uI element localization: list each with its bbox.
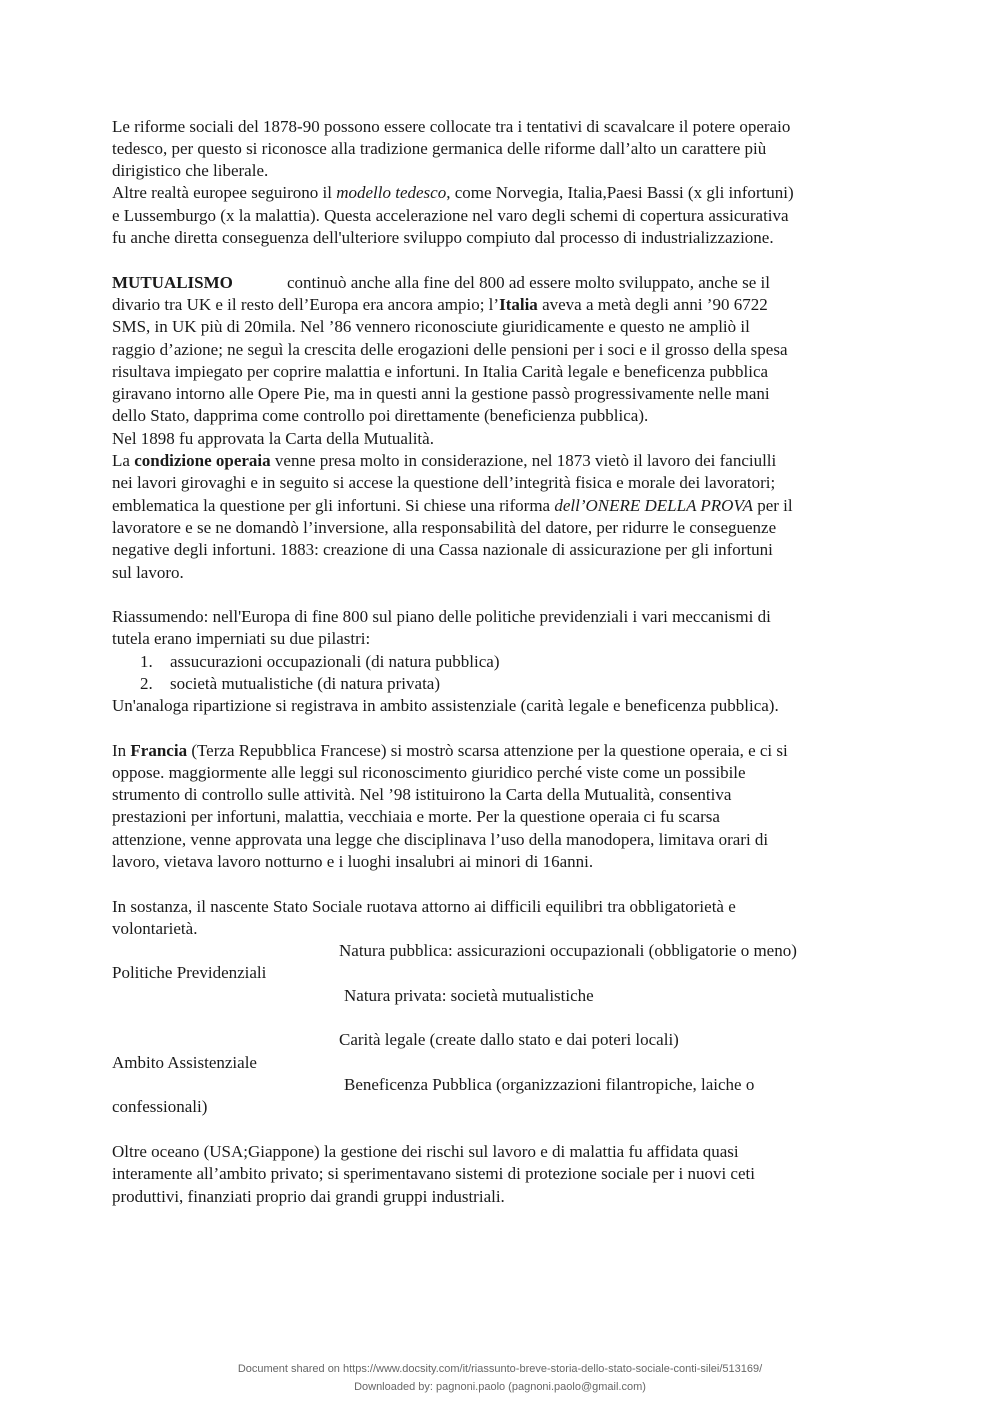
schema-ass-public: Beneficenza Pubblica (organizzazioni filantropiche, laiche o (344, 1075, 755, 1094)
schema-prev-private: Natura privata: società mutualistiche (344, 986, 594, 1005)
text-line: prestazioni per infortuni, malattia, vecchiaia e morte. Per la questione operaia ci fu scarsa (112, 807, 720, 826)
text-line: nei lavori girovaghi e in seguito si accese la questione dell’integrità fisica e morale dei lavoratori; (112, 473, 776, 492)
footer-downloaded-by: Downloaded by: pagnoni.paolo (pagnoni.paolo@gmail.com) (354, 1381, 646, 1393)
text-run: Altre realtà europee seguirono il (112, 183, 337, 202)
text-line: giravano intorno alle Opere Pie, ma in questi anni la gestione passò progressivamente nelle mani (112, 384, 770, 403)
text-line: fu anche diretta conseguenza dell'ulteriore sviluppo compiuto dal processo di industrializzazione. (112, 228, 774, 247)
text-line (112, 740, 788, 762)
text-run: , come Norvegia, Italia,Paesi Bassi (x gli infortuni) (446, 183, 794, 202)
text-line: Le riforme sociali del 1878-90 possono essere collocate tra i tentativi di scavalcare il potere operaio (112, 117, 791, 136)
text-line: Oltre oceano (USA;Giappone) la gestione dei rischi sul lavoro e di malattia fu affidata quasi (112, 1142, 739, 1161)
text-run: In (112, 741, 131, 760)
text-run: La (112, 451, 135, 470)
text-line: volontarietà. (112, 919, 198, 938)
list-number: 1. (140, 652, 153, 671)
text-run: venne presa molto in considerazione, nel 1873 vietò il lavoro dei fanciulli (270, 451, 777, 470)
text-line: raggio d’azione; ne seguì la crescita delle erogazioni delle pensioni per i soci e il grosso della spesa (112, 340, 788, 359)
text-line: Nel 1898 fu approvata la Carta della Mutualità. (112, 429, 434, 448)
text-line: Un'analoga ripartizione si registrava in ambito assistenziale (carità legale e beneficenza pubblica). (112, 696, 779, 715)
text-line (112, 182, 794, 204)
italic-run: dell’ONERE DELLA PROVA (554, 496, 753, 515)
text-line: attenzione, venne approvata una legge che disciplinava l’uso della manodopera, limitava orari di (112, 830, 769, 849)
list-item (140, 651, 499, 673)
text-line: produttivi, finanziati proprio dai grandi gruppi industriali. (112, 1187, 505, 1206)
heading-text: MUTUALISMO (112, 273, 233, 292)
text-run: (Terza Repubblica Francese) si mostrò scarsa attenzione per la questione operaia, e ci si (187, 741, 788, 760)
text-line (112, 450, 776, 472)
section-heading-mutualismo (112, 272, 233, 294)
text-line: SMS, in UK più di 20mila. Nel ’86 vennero riconosciute giuridicamente e questo ne ampliò il (112, 317, 750, 336)
text-line (112, 294, 768, 316)
text-line: continuò anche alla fine del 800 ad essere molto sviluppato, anche se il (287, 273, 770, 292)
bold-run: Francia (130, 741, 188, 760)
schema-ass-label: Ambito Assistenziale (112, 1053, 257, 1072)
italic-run: modello tedesco (336, 183, 447, 202)
text-line: e Lussemburgo (x la malattia). Questa accelerazione nel varo degli schemi di copertura assicurativa (112, 206, 789, 225)
schema-ass-public-cont: confessionali) (112, 1097, 208, 1116)
text-line: interamente all’ambito privato; si sperimentavano sistemi di protezione sociale per i nuovi ceti (112, 1164, 755, 1183)
text-line: sul lavoro. (112, 563, 184, 582)
list-item (140, 673, 440, 695)
text-line: lavoratore e se ne domandò l’inversione, alla responsabilità del datore, per ridurre le conseguenze (112, 518, 777, 537)
text-line: strumento di controllo sulle attività. Nel ’98 istituirono la Carta della Mutualità, consentiva (112, 785, 732, 804)
schema-prev-label: Politiche Previdenziali (112, 963, 267, 982)
text-run: divario tra UK e il resto dell’Europa era ancora ampio; l’ (112, 295, 500, 314)
list-number: 2. (140, 674, 153, 693)
list-item-text: società mutualistiche (di natura privata) (170, 674, 441, 693)
bold-run: condizione operaia (134, 451, 271, 470)
text-line: dirigistico che liberale. (112, 161, 269, 180)
text-run: emblematica la questione per gli infortuni. Si chiese una riforma (112, 496, 555, 515)
text-line: risultava impiegato per coprire malattia e infortuni. In Italia Carità legale e beneficenza pubblica (112, 362, 769, 381)
text-line: tedesco, per questo si riconosce alla tradizione germanica delle riforme dall’alto un carattere più (112, 139, 767, 158)
text-line: dello Stato, dapprima come controllo poi direttamente (beneficienza pubblica). (112, 406, 649, 425)
text-line (112, 495, 793, 517)
text-line: negative degli infortuni. 1883: creazione di una Cassa nazionale di assicurazione per gli infortuni (112, 540, 773, 559)
bold-run: Italia (499, 295, 538, 314)
footer-shared-url: Document shared on https://www.docsity.com/it/riassunto-breve-storia-dello-stato-sociale-conti-silei/513169/ (237, 1363, 763, 1375)
text-line: Riassumendo: nell'Europa di fine 800 sul piano delle politiche previdenziali i vari meccanismi di (112, 607, 771, 626)
schema-ass-legal: Carità legale (create dallo stato e dai poteri locali) (339, 1030, 679, 1049)
text-line: tutela erano imperniati su due pilastri: (112, 629, 371, 648)
text-run: per il (752, 496, 793, 515)
text-line: oppose. maggiormente alle leggi sul riconoscimento giuridico perché viste come un possibile (112, 763, 746, 782)
list-item-text: assucurazioni occupazionali (di natura pubblica) (170, 652, 500, 671)
text-line: In sostanza, il nascente Stato Sociale ruotava attorno ai difficili equilibri tra obbligatorietà e (112, 897, 736, 916)
schema-prev-public: Natura pubblica: assicurazioni occupazionali (obbligatorie o meno) (339, 941, 797, 960)
text-run: aveva a metà degli anni ’90 6722 (537, 295, 768, 314)
text-line: lavoro, vietava lavoro notturno e i luoghi insalubri ai minori di 16anni. (112, 852, 594, 871)
